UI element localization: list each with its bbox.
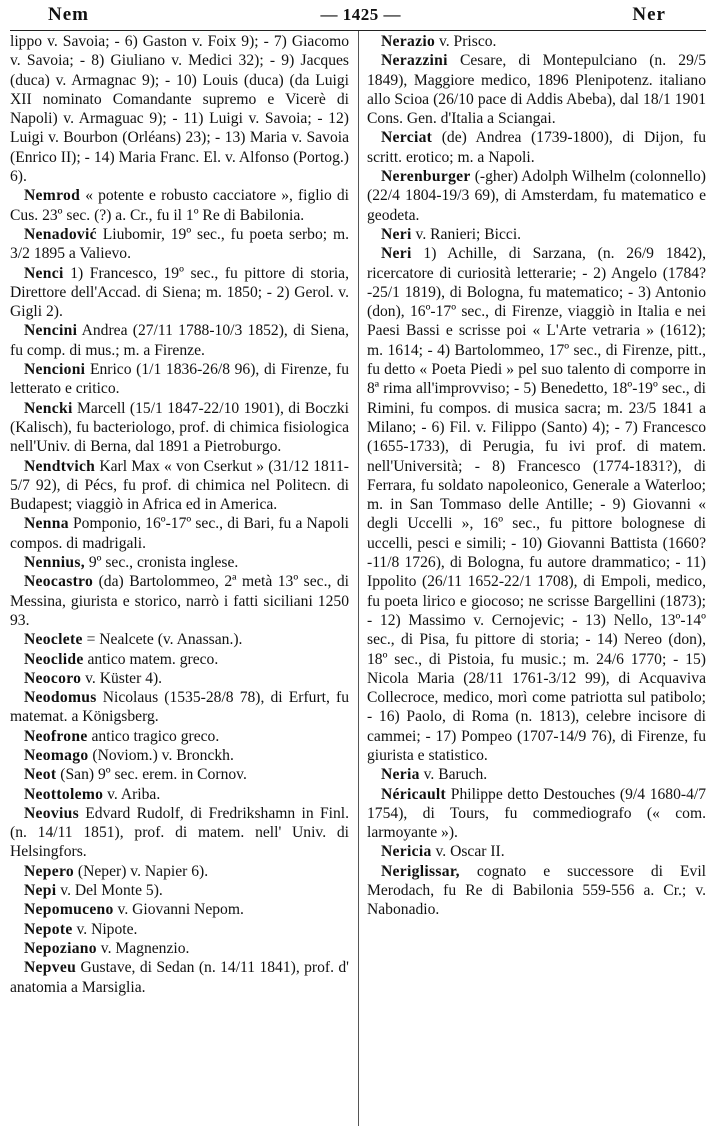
entry-text: v. Ranieri; Bicci.	[415, 225, 522, 243]
dictionary-entry	[10, 572, 349, 630]
entry-headword: Nenci	[24, 264, 64, 282]
dictionary-entry	[10, 958, 349, 997]
header-right-guideword: Ner	[632, 4, 666, 25]
entry-text: (da) Bartolommeo, 2ª metà 13º sec., di Messina, giurista e storico, narrò i fatti siciliani 1250 93.	[10, 573, 349, 629]
dictionary-entry	[10, 727, 349, 746]
entry-headword: Neri	[381, 225, 412, 243]
dictionary-entry	[367, 225, 706, 244]
dictionary-entry	[367, 51, 706, 128]
entry-headword: Nennius,	[24, 554, 85, 572]
entry-text: Philippe detto Destouches (9/4 1680-4/7 1754), di Tours, fu commediografo (« com. larmoyante »).	[367, 785, 706, 842]
dictionary-entry	[10, 264, 349, 322]
column-divider	[358, 31, 359, 1126]
entry-text: Enrico (1/1 1836-26/8 96), di Firenze, fu letterato e critico.	[10, 361, 349, 398]
entry-text: antico tragico greco.	[91, 727, 220, 745]
entry-headword: Nemrod	[24, 187, 81, 205]
entry-text: Karl Max « von Cserkut » (31/12 1811-5/7 92), di Pécs, fu prof. di chimica nel Politecn. di Budapest; viaggiò in Africa ed in America.	[10, 457, 349, 514]
entry-text: v. Baruch.	[423, 766, 488, 784]
dictionary-entry	[367, 842, 706, 861]
dictionary-entry	[367, 32, 706, 51]
entry-text: v. Nipote.	[76, 920, 138, 938]
entry-text: antico matem. greco.	[87, 650, 219, 668]
dictionary-entry	[367, 765, 706, 784]
entry-headword: Neocastro	[24, 573, 94, 591]
entry-headword: Neofrone	[24, 727, 88, 745]
page-number: — 1425 —	[320, 5, 401, 24]
entry-text: Pomponio, 16º-17º sec., di Bari, fu a Napoli compos. di madrigali.	[10, 515, 349, 552]
dictionary-entry	[10, 746, 349, 765]
entry-text: = Nealcete (v. Anassan.).	[86, 631, 243, 649]
header-left-guideword: Nem	[48, 4, 89, 25]
entry-text: 9º sec., cronista inglese.	[88, 554, 239, 572]
entry-headword: Neomago	[24, 746, 89, 764]
right-column	[358, 31, 706, 1126]
dictionary-entry	[367, 785, 706, 843]
entry-text: Liubomir, 19º sec., fu poeta serbo; m. 3/2 1895 a Valievo.	[10, 225, 349, 263]
dictionary-entry	[10, 881, 349, 900]
dictionary-entry	[10, 186, 349, 225]
entry-text: v. Oscar II.	[435, 843, 505, 861]
entry-text: v. Küster 4).	[85, 669, 163, 687]
dictionary-entry	[10, 900, 349, 919]
entry-text: 1) Francesco, 19º sec., fu pittore di storia, Direttore dell'Accad. di Siena; m. 1850; - 2) Gerol. v. Gigli 2).	[10, 264, 349, 321]
entry-headword: Neottolemo	[24, 785, 104, 803]
dictionary-entry	[10, 765, 349, 784]
entry-text: lippo v. Savoia; - 6) Gaston v. Foix 9); - 7) Giacomo v. Savoia; - 8) Giuliano v. Medici 32); - 9) Jacques (duca) v. Armagnac 9); - 10) Louis (duca) (da Luigi XII nominato Comandante supremo e Vicerè di Napoli) v. Armaguac 9); - 11) Luigi v. Savoia; - 12) Luigi v. Bourbon (Orléans) 23); - 13) Maria v. Savoia (Enrico II); - 14) Maria Franc. El. v. Alfonso (Portog.) 6).	[10, 33, 349, 186]
entry-headword: Neoclide	[24, 650, 84, 668]
dictionary-entry	[10, 669, 349, 688]
entry-headword: Nepero	[24, 862, 75, 880]
entry-headword: Nerenburger	[381, 168, 471, 186]
dictionary-entry	[367, 167, 706, 225]
entry-headword: Neocoro	[24, 669, 82, 687]
entry-headword: Nencioni	[24, 361, 86, 379]
dictionary-entry	[10, 630, 349, 649]
dictionary-entry	[10, 360, 349, 399]
entry-headword: Neri	[381, 245, 412, 263]
page-header	[10, 4, 706, 31]
entry-headword: Nepi	[24, 882, 57, 900]
entry-text: Nicolaus (1535-28/8 78), di Erfurt, fu matemat. a Königsberg.	[10, 689, 349, 726]
dictionary-entry	[367, 862, 706, 920]
entry-text: v. Magnenzio.	[100, 939, 190, 957]
dictionary-entry	[10, 225, 349, 264]
entry-headword: Neria	[381, 766, 420, 784]
entry-headword: Nepomuceno	[24, 901, 114, 919]
entry-text: Edvard Rudolf, di Fredrikshamn in Finl. (n. 14/11 1851), prof. di matem. nell' Univ. di Helsingfors.	[10, 804, 349, 861]
entry-text: « potente e robusto cacciatore », figlio di Cus. 23º sec. (?) a. Cr., fu il 1º Re di Babilonia.	[10, 187, 349, 224]
dictionary-entry	[10, 862, 349, 881]
entry-headword: Nerazio	[381, 33, 436, 50]
entry-headword: Nencki	[24, 399, 73, 417]
dictionary-entry	[10, 650, 349, 669]
dictionary-entry	[10, 321, 349, 360]
entry-text: Andrea (27/11 1788-10/3 1852), di Siena, fu comp. di mus.; m. a Firenze.	[10, 322, 349, 359]
entry-text: (-gher) Adolph Wilhelm (colonnello) (22/4 1804-19/3 69), di Amsterdam, fu matematico e geodeta.	[367, 168, 706, 224]
dictionary-entry	[10, 785, 349, 804]
entry-headword: Neot	[24, 766, 57, 784]
dictionary-entry	[10, 32, 349, 186]
entry-headword: Nenadović	[24, 225, 97, 243]
dictionary-entry	[367, 128, 706, 167]
dictionary-entry	[367, 244, 706, 765]
entry-text: cognato e successore di Evil Merodach, fu Re di Babilonia 559-556 a. Cr.; v. Nabonadio.	[367, 862, 706, 919]
entry-headword: Nericia	[381, 843, 432, 861]
entry-headword: Néricault	[381, 785, 447, 803]
columns	[10, 31, 706, 1126]
entry-headword: Nepote	[24, 920, 73, 938]
entry-headword: Nerciat	[381, 129, 433, 147]
dictionary-entry	[10, 553, 349, 572]
dictionary-entry	[10, 804, 349, 862]
entry-headword: Neodomus	[24, 689, 97, 707]
entry-headword: Neriglissar,	[381, 862, 460, 880]
entry-headword: Nepveu	[24, 959, 77, 977]
entry-text: v. Giovanni Nepom.	[117, 901, 244, 919]
entry-text: Gustave, di Sedan (n. 14/11 1841), prof. d' anatomia a Marsiglia.	[10, 959, 349, 996]
dictionary-entry	[10, 939, 349, 958]
entry-headword: Nencini	[24, 322, 78, 340]
entry-text: Cesare, di Montepulciano (n. 29/5 1849), Maggiore medico, 1896 Plenipotenz. italiano allo Scioa (26/10 pace di Addis Abeba), dal 18/1 1901 Cons. Gen. d'Italia a Sciangai.	[367, 52, 706, 128]
entry-text: (Noviom.) v. Bronckh.	[92, 746, 234, 764]
dictionary-entry	[10, 920, 349, 939]
dictionary-entry	[10, 688, 349, 727]
entry-headword: Nendtvich	[24, 457, 96, 475]
entry-text: (Neper) v. Napier 6).	[77, 862, 209, 880]
entry-text: (de) Andrea (1739-1800), di Dijon, fu scritt. erotico; m. a Napoli.	[367, 129, 706, 166]
entry-text: v. Prisco.	[438, 33, 497, 50]
dictionary-entry	[10, 457, 349, 515]
dictionary-entry	[10, 514, 349, 553]
entry-headword: Nenna	[24, 515, 69, 533]
left-column	[10, 31, 358, 1126]
entry-headword: Nerazzini	[381, 52, 448, 70]
entry-text: Marcell (15/1 1847-22/10 1901), di Boczki (Kalisch), fu bacteriologo, prof. di chimica fisiologica nell'Univ. di Berna, dal 1891 a Pietroburgo.	[10, 399, 349, 456]
entry-headword: Neovius	[24, 804, 79, 822]
entry-text: v. Ariba.	[107, 785, 161, 803]
entry-text: v. Del Monte 5).	[60, 882, 163, 900]
entry-text: (San) 9º sec. erem. in Cornov.	[60, 766, 247, 784]
entry-headword: Neoclete	[24, 631, 83, 649]
dictionary-entry	[10, 399, 349, 457]
entry-text: 1) Achille, di Sarzana, (n. 26/9 1842), ricercatore di curiosità letterarie; - 2) Angelo (1784?-25/1 1819), di Bologna, fu matematico; - 3) Antonio (don), 16º-17º sec., di Firenze, viaggiò in Italia e nei Paesi Bassi e scrisse poi « L'Arte vetraria » (1612); m. 1614; - 4) Bartolommeo, 17º sec., di Firenze, pitt., fu detto « Poeta Piedi » pel suo talento di comporre in 8ª rima all'improvviso; - 5) Benedetto, 18º-19º sec., di Rimini, fu compos. di musica sacra; m. 23/5 1841 a Milano; - 6) Fil. v. Filippo (Santo) 4); - 7) Francesco (1655-1733), di Perugia, fu ivi prof. di matem. nell'Università; - 8) Francesco (1774-1831?), di Ferrara, fu soldato napoleonico, Generale a Waterloo; m. in San Tommaso delle Antille; - 9) Giovanni « degli Uccelli », 16º sec., fu pittore bolognese di uccelli, pesci e simili; - 10) Giovanni Battista (1660?-11/8 1726), di Bologna, fu autore drammatico; - 11) Ippolito (26/11 1652-22/1 1708), di Empoli, medico, fu poeta lirico e giocoso; ne scrisse Bargellini (1873); - 12) Massimo v. Cernojevic; - 13) Nello, 13º-14º sec., di Pisa, fu pittore di storia; - 14) Nereo (don), 18º sec., di Pistoia, fu music.; m. 24/6 1770; - 15) Nicola Maria (28/11 1761-3/12 99), di Acquaviva Collecroce, medico, morì come patriotta sul patibolo; - 16) Paolo, di Roma (n. 1813), celebre incisore di cammei; - 17) Pompeo (1707-14/9 76), di Firenze, fu giurista e statistico.	[367, 245, 706, 764]
entry-headword: Nepoziano	[24, 939, 97, 957]
